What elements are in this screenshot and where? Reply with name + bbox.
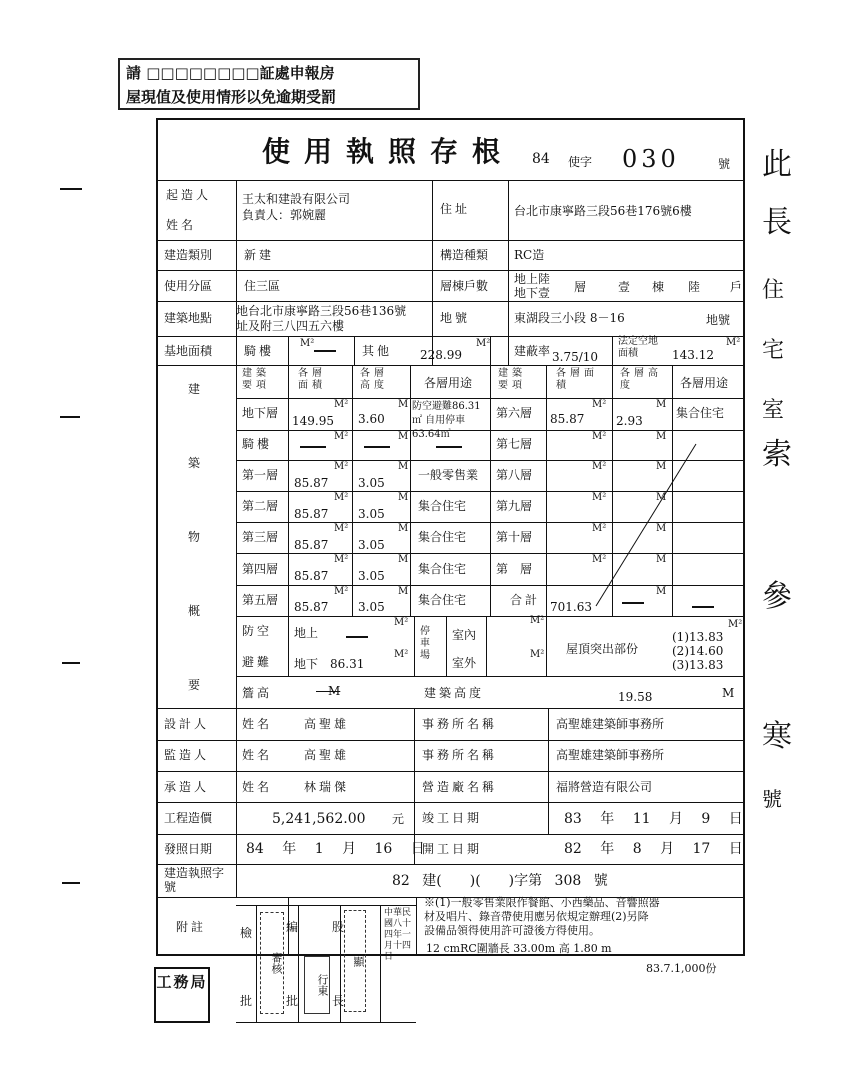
builder-company: 王太和建設有限公司 (242, 192, 351, 206)
margin-char: 室 (762, 398, 785, 423)
refuge-area: 86.31 (330, 657, 365, 671)
lot-unit: 地號 (706, 313, 731, 327)
legal-open-m2: M² (726, 337, 741, 348)
unit-m2: M² (334, 431, 349, 442)
building-height-label: 建築高度 (424, 686, 485, 700)
floor-right-name: 第七層 (496, 437, 533, 451)
unit-m: M (398, 399, 409, 410)
margin-char: 此 (762, 147, 792, 182)
header-height-left: 各層高度 (360, 368, 388, 391)
start-date: 82 年 8 月 17 日 (564, 841, 743, 857)
building-height-unit: M (722, 686, 735, 700)
header-area-left: 各層面積 (298, 368, 326, 391)
unit-m: M (656, 431, 667, 442)
unit-m: M (398, 431, 409, 442)
margin-char: 寒 (762, 719, 792, 754)
margin-char: 號 (762, 787, 782, 811)
notes-line-3: 設備品領得使用許可證後方得使用。 (424, 924, 600, 937)
margin-char: 索 (762, 437, 792, 472)
builder-label: 起造人 (166, 188, 212, 202)
header-use-right: 各層用途 (680, 376, 729, 390)
stamp-edit-label: 編 (286, 920, 299, 934)
unit-m2: M² (334, 461, 349, 472)
serial-word: 使字 (568, 155, 593, 169)
section-seal-stamp: 顯 (344, 910, 366, 1012)
designer-label: 設計人 (164, 717, 210, 731)
notes-line-2: 材及唱片、錄音帶使用應另依規定辦理(2)另降 (424, 910, 649, 923)
section-char-5: 要 (188, 678, 201, 692)
unit-m2: M² (334, 492, 349, 503)
zoning-label: 使用分區 (164, 279, 213, 293)
unit-m2: M² (334, 399, 349, 410)
unit-m: M (656, 492, 667, 503)
floor-left-use: 防空避難86.31㎡ 自用停車63.64㎡ (412, 401, 481, 440)
floor-left-area: 85.87 (294, 507, 329, 521)
floor-left-name: 第三層 (242, 530, 279, 544)
stamp-chief-label: 批 (286, 994, 299, 1008)
unit-m: M (398, 523, 409, 534)
unit-m2: M² (592, 492, 607, 503)
base-area-label: 基地面積 (164, 344, 213, 358)
margin-char: 住 (762, 278, 785, 303)
margin-char: 宅 (762, 338, 785, 363)
roof-tower-1: (1)13.83 (672, 630, 724, 644)
unit-m2: M² (334, 586, 349, 597)
notes-line-4: 12 cmRC圍牆長 33.00m 高 1.80 m (426, 942, 612, 955)
floor-left-use: 集合住宅 (418, 593, 467, 607)
roof-tower-m2: M² (728, 619, 743, 630)
floor-right-name: 第六層 (496, 406, 533, 420)
unit-m2: M² (334, 554, 349, 565)
unit-m: M (656, 554, 667, 565)
supervisor-label: 監造人 (164, 748, 210, 762)
section-char-3: 物 (188, 530, 201, 544)
top-notice-line2: 屋現值及使用情形以免逾期受罰 (126, 88, 337, 106)
completion-date-label: 竣工日期 (422, 811, 483, 825)
arcade-label: 騎樓 (244, 344, 275, 358)
stamp-head-label: 長 (332, 994, 345, 1008)
floor-left-name: 騎樓 (242, 437, 273, 451)
review-stamp: 審核 (260, 912, 284, 1014)
contractor-office-label: 營造廠名稱 (422, 780, 498, 794)
header-item-right: 建築要項 (498, 368, 526, 391)
floor-left-use: 集合住宅 (418, 562, 467, 576)
floor-left-height: 3.60 (358, 412, 385, 426)
legal-open-value: 143.12 (672, 348, 714, 362)
floor-right-name: 第八層 (496, 468, 533, 482)
floor-right-name: 第十層 (496, 530, 533, 544)
other-m2: M² (476, 338, 491, 349)
buildings-count: 壹 (618, 280, 631, 294)
lot-value: 東湖段三小段 8－16 (514, 311, 625, 325)
roof-tower-2: (2)14.60 (672, 644, 724, 658)
unit-m2: M² (592, 431, 607, 442)
designer-office: 高聖雄建築師事務所 (556, 717, 665, 731)
floor-right-area: 85.87 (550, 412, 585, 426)
floor-right-use: 集合住宅 (676, 406, 725, 420)
unit-m: M (398, 554, 409, 565)
designer-name: 高聖雄 (304, 717, 350, 731)
supervisor-office-label: 事務所名稱 (422, 748, 498, 762)
start-date-label: 開工日期 (422, 842, 483, 856)
roof-tower-3: (3)13.83 (672, 658, 724, 672)
stamp-section-label: 股 (332, 920, 345, 934)
floor-left-area: 149.95 (292, 414, 334, 428)
contractor-label: 承造人 (164, 780, 210, 794)
cost-unit: 元 (392, 812, 405, 826)
builder-address-label: 住址 (440, 202, 471, 216)
floor-left-use: 一般零售業 (418, 468, 479, 482)
contractor-name-label: 姓名 (242, 780, 273, 794)
floor-left-height: 3.05 (358, 538, 385, 552)
header-item-left: 建築要項 (242, 368, 270, 391)
date-seal: 中華民國八十四年一月十四日 (384, 908, 412, 962)
site-address: 地台北市康寧路三段56巷136號 (236, 304, 407, 318)
top-notice-stamp (118, 58, 420, 110)
supervisor-name-label: 姓名 (242, 748, 273, 762)
structure-type-label: 構造種類 (440, 248, 489, 262)
issue-date: 84 年 1 月 16 日 (246, 841, 425, 857)
issue-date-label: 發照日期 (164, 842, 213, 856)
floor-left-area: 85.87 (294, 600, 329, 614)
designer-name-label: 姓名 (242, 717, 273, 731)
unit-m: M (656, 399, 667, 410)
stamp-approve-label: 批 (240, 994, 253, 1008)
builder-name-label: 姓名 (166, 218, 197, 232)
header-height-right: 各層高度 (620, 368, 662, 391)
serial-year: 84 (532, 151, 550, 167)
page-title: 使用執照存根 (262, 135, 515, 168)
floor-left-height: 3.05 (358, 569, 385, 583)
total-area: 701.63 (550, 600, 592, 614)
floor-left-name: 地下層 (242, 406, 279, 420)
permit-number-label: 建造執照字號 (164, 866, 225, 894)
footer-print-info: 83.7.1,000份 (646, 962, 717, 975)
header-use-left: 各層用途 (424, 376, 473, 390)
shelter-m2: M² (394, 617, 409, 628)
stamp-check-label: 檢 (240, 926, 253, 940)
unit-m: M (398, 492, 409, 503)
parking-label: 停車場 (420, 626, 430, 661)
margin-char: 參 (762, 579, 792, 614)
serial-number: 030 (622, 145, 680, 173)
eave-label: 簷高 (242, 686, 273, 700)
unit-m: M (656, 461, 667, 472)
lot-label: 地號 (440, 311, 471, 325)
floor-right-name: 第九層 (496, 499, 533, 513)
floor-right-name: 第 層 (496, 562, 533, 576)
floors-unit: 層 (574, 280, 587, 294)
parking-indoor-label: 室內 (452, 628, 477, 642)
notes-label: 附註 (176, 920, 207, 934)
refuge-label: 避難 (242, 655, 273, 669)
floor-left-name: 第四層 (242, 562, 279, 576)
shelter-label: 防空 (242, 624, 273, 638)
section-char-1: 建 (188, 382, 201, 396)
serial-suffix: 號 (718, 157, 731, 171)
parking-outdoor-label: 室外 (452, 656, 477, 670)
void-strike-line (546, 436, 746, 616)
other-label: 其他 (362, 344, 393, 358)
floor-left-name: 第二層 (242, 499, 279, 513)
floor-left-height: 3.05 (358, 600, 385, 614)
floor-right-height: 2.93 (616, 414, 643, 428)
margin-char: 長 (762, 205, 792, 240)
unit-m: M (656, 523, 667, 534)
unit-m2: M² (334, 523, 349, 534)
floors-below: 地下壹 (514, 286, 551, 300)
unit-m2: M² (530, 615, 545, 626)
floor-left-name: 第一層 (242, 468, 279, 482)
bureau-seal-stamp: 工務局 (154, 967, 210, 1023)
refuge-m2: M² (394, 649, 409, 660)
top-notice-line1: 請 □□□□□□□□証處申報房 (126, 64, 335, 82)
site-address-2: 址及附三八四五六樓 (236, 319, 345, 333)
structure-type-value: RC造 (514, 248, 545, 262)
section-char-4: 概 (188, 604, 201, 618)
floor-left-name: 第五層 (242, 593, 279, 607)
builder-representative: 負責人：郭婉麗 (242, 208, 327, 222)
households-unit: 戶 (730, 280, 743, 294)
floor-left-use: 集合住宅 (418, 499, 467, 513)
section-char-2: 築 (188, 456, 201, 470)
unit-m: M (656, 586, 667, 597)
roof-tower-label: 屋頂突出部份 (566, 642, 639, 656)
designer-office-label: 事務所名稱 (422, 717, 498, 731)
parking-m2: M² (530, 649, 545, 660)
floor-right-name: 合計 (510, 593, 541, 607)
notes-line-1: ※(1)一般零售業限作餐館、小西藥品、音響照器 (424, 896, 660, 909)
floors-above: 地上陸 (514, 272, 551, 286)
unit-m2: M² (592, 523, 607, 534)
header-area-right: 各層面積 (556, 368, 598, 391)
floor-left-area: 85.87 (294, 538, 329, 552)
shelter-above-label: 地上 (294, 626, 319, 640)
buildings-unit: 棟 (652, 280, 665, 294)
site-label: 建築地點 (164, 311, 213, 325)
floor-left-height: 3.05 (358, 507, 385, 521)
unit-m2: M² (592, 461, 607, 472)
contractor-name: 林瑞傑 (304, 780, 350, 794)
floor-left-area: 85.87 (294, 476, 329, 490)
chief-seal-stamp: 行東 (304, 956, 330, 1014)
unit-m2: M² (592, 399, 607, 410)
floor-left-area: 85.87 (294, 569, 329, 583)
zoning-value: 住三區 (244, 279, 281, 293)
unit-m2: M² (592, 554, 607, 565)
supervisor-name: 高聖雄 (304, 748, 350, 762)
supervisor-office: 高聖雄建築師事務所 (556, 748, 665, 762)
eave-value: —M (316, 684, 341, 698)
refuge-below-label: 地下 (294, 657, 319, 671)
other-area-value: 228.99 (420, 348, 462, 362)
contractor-office: 福將營造有限公司 (556, 780, 653, 794)
cost-value: 5,241,562.00 (272, 811, 366, 827)
cost-label: 工程造價 (164, 811, 213, 825)
building-height-value: 19.58 (618, 690, 653, 704)
floor-left-use: 集合住宅 (418, 530, 467, 544)
coverage-ratio-value: 3.75/10 (552, 350, 599, 364)
legal-open-label: 法定空地面積 (618, 336, 658, 359)
floors-units-label: 層棟戶數 (440, 279, 489, 293)
construction-type-label: 建造類別 (164, 248, 213, 262)
completion-date: 83 年 11 月 9 日 (564, 811, 743, 827)
floor-left-height: 3.05 (358, 476, 385, 490)
permit-number: 82 建( )( )字第 308 號 (392, 873, 608, 889)
households-count: 陸 (688, 280, 701, 294)
construction-type-value: 新建 (244, 248, 275, 262)
arcade-m2: M² (300, 338, 315, 349)
unit-m: M (398, 461, 409, 472)
unit-m: M (398, 586, 409, 597)
builder-address: 台北市康寧路三段56巷176號6樓 (514, 204, 692, 218)
coverage-ratio-label: 建蔽率 (514, 344, 551, 358)
